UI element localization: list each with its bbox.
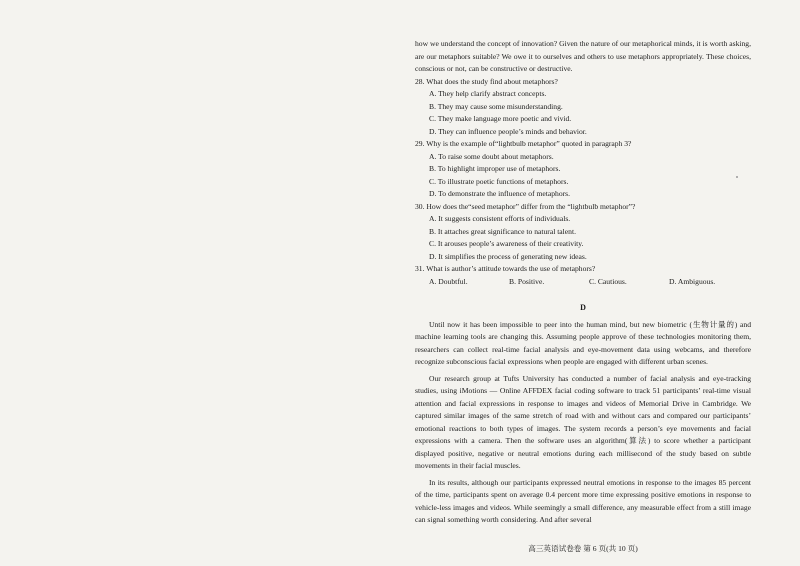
option-d: D. To demonstrate the influence of metaphors.	[429, 189, 571, 198]
section-paragraph-2: Our research group at Tufts University has conducted a number of facial analysis and eye-tracking studies, using iMotions — Online AFFDEX facial coding software to track 51 participants’ real-time visual attention and facial expressions in response to images and videos of Memorial Drive in Cambridge. We captured similar images of the same stretch of road with and without cars and compared our participants’ emotional reactions to both types of images. The system records a person’s eye movements and facial expressions with a camera. Then the software uses an algorithm(算法) to score whether a participant displayed positive, negative or neutral emotions during each millisecond of the study based on subtle movements in their facial muscles.	[415, 373, 751, 470]
question-30	[415, 201, 751, 264]
section-paragraph-1: Until now it has been impossible to peer into the human mind, but new biometric (生物计量的) and machine learning tools are changing this. Assuming people approve of these technologies monitoring them, researchers can collect real-time facial analysis and eye-movement data using webcams, and therefore recognize subconscious facial expressions when people are engaged with different urban scenes.	[415, 319, 751, 366]
question-29	[415, 138, 751, 201]
question-31	[415, 263, 751, 288]
scan-speck	[736, 176, 738, 178]
question-stem: 31. What is author’s attitude towards the use of metaphors?	[415, 264, 596, 273]
question-stem: 28. What does the study find about metaphors?	[415, 76, 558, 86]
question-28	[415, 76, 751, 139]
option-b: B. To highlight improper use of metaphors.	[429, 164, 561, 173]
option-c: C. It arouses people’s awareness of their creativity.	[429, 239, 584, 248]
option-d: D. It simplifies the process of generating new ideas.	[429, 251, 587, 261]
document-page	[415, 38, 751, 527]
question-stem: 29. Why is the example of“lightbulb metaphor” quoted in paragraph 3?	[415, 139, 632, 148]
option-d: D. Ambiguous.	[669, 276, 716, 286]
page-footer: 高三英语试卷卷 第 6 页(共 10 页)	[528, 544, 638, 553]
option-a: A. Doubtful.	[429, 276, 468, 286]
option-b: B. They may cause some misunderstanding.	[429, 101, 563, 111]
section-paragraph-3: In its results, although our participants expressed neutral emotions in response to the images 85 percent of the time, participants spent on average 0.4 percent more time expressing positive emotions in response to vehicle-less images and videos. While seemingly a small difference, any measurable effect from a still image can signal something worth considering. And after several	[415, 477, 751, 524]
question-stem: 30. How does the“seed metaphor” differ from the “lightbulb metaphor”?	[415, 201, 636, 211]
option-a: A. It suggests consistent efforts of individuals.	[429, 214, 571, 223]
option-a: A. To raise some doubt about metaphors.	[429, 151, 554, 161]
option-c: C. To illustrate poetic functions of metaphors.	[429, 176, 569, 186]
option-b: B. It attaches great significance to natural talent.	[429, 226, 576, 236]
option-c: C. Cautious.	[589, 276, 627, 286]
option-a: A. They help clarify abstract concepts.	[429, 89, 547, 98]
option-d: D. They can influence people’s minds and behavior.	[429, 126, 587, 136]
option-b: B. Positive.	[509, 276, 545, 286]
intro-paragraph: how we understand the concept of innovation? Given the nature of our metaphorical minds, it is worth asking, are our metaphors suitable? We owe it to ourselves and others to use metaphors appropriately. These choices, conscious or not, can be constructive or destructive.	[415, 39, 751, 73]
options-row	[429, 276, 751, 289]
option-c: C. They make language more poetic and vivid.	[429, 114, 572, 123]
section-title: D	[580, 303, 586, 312]
